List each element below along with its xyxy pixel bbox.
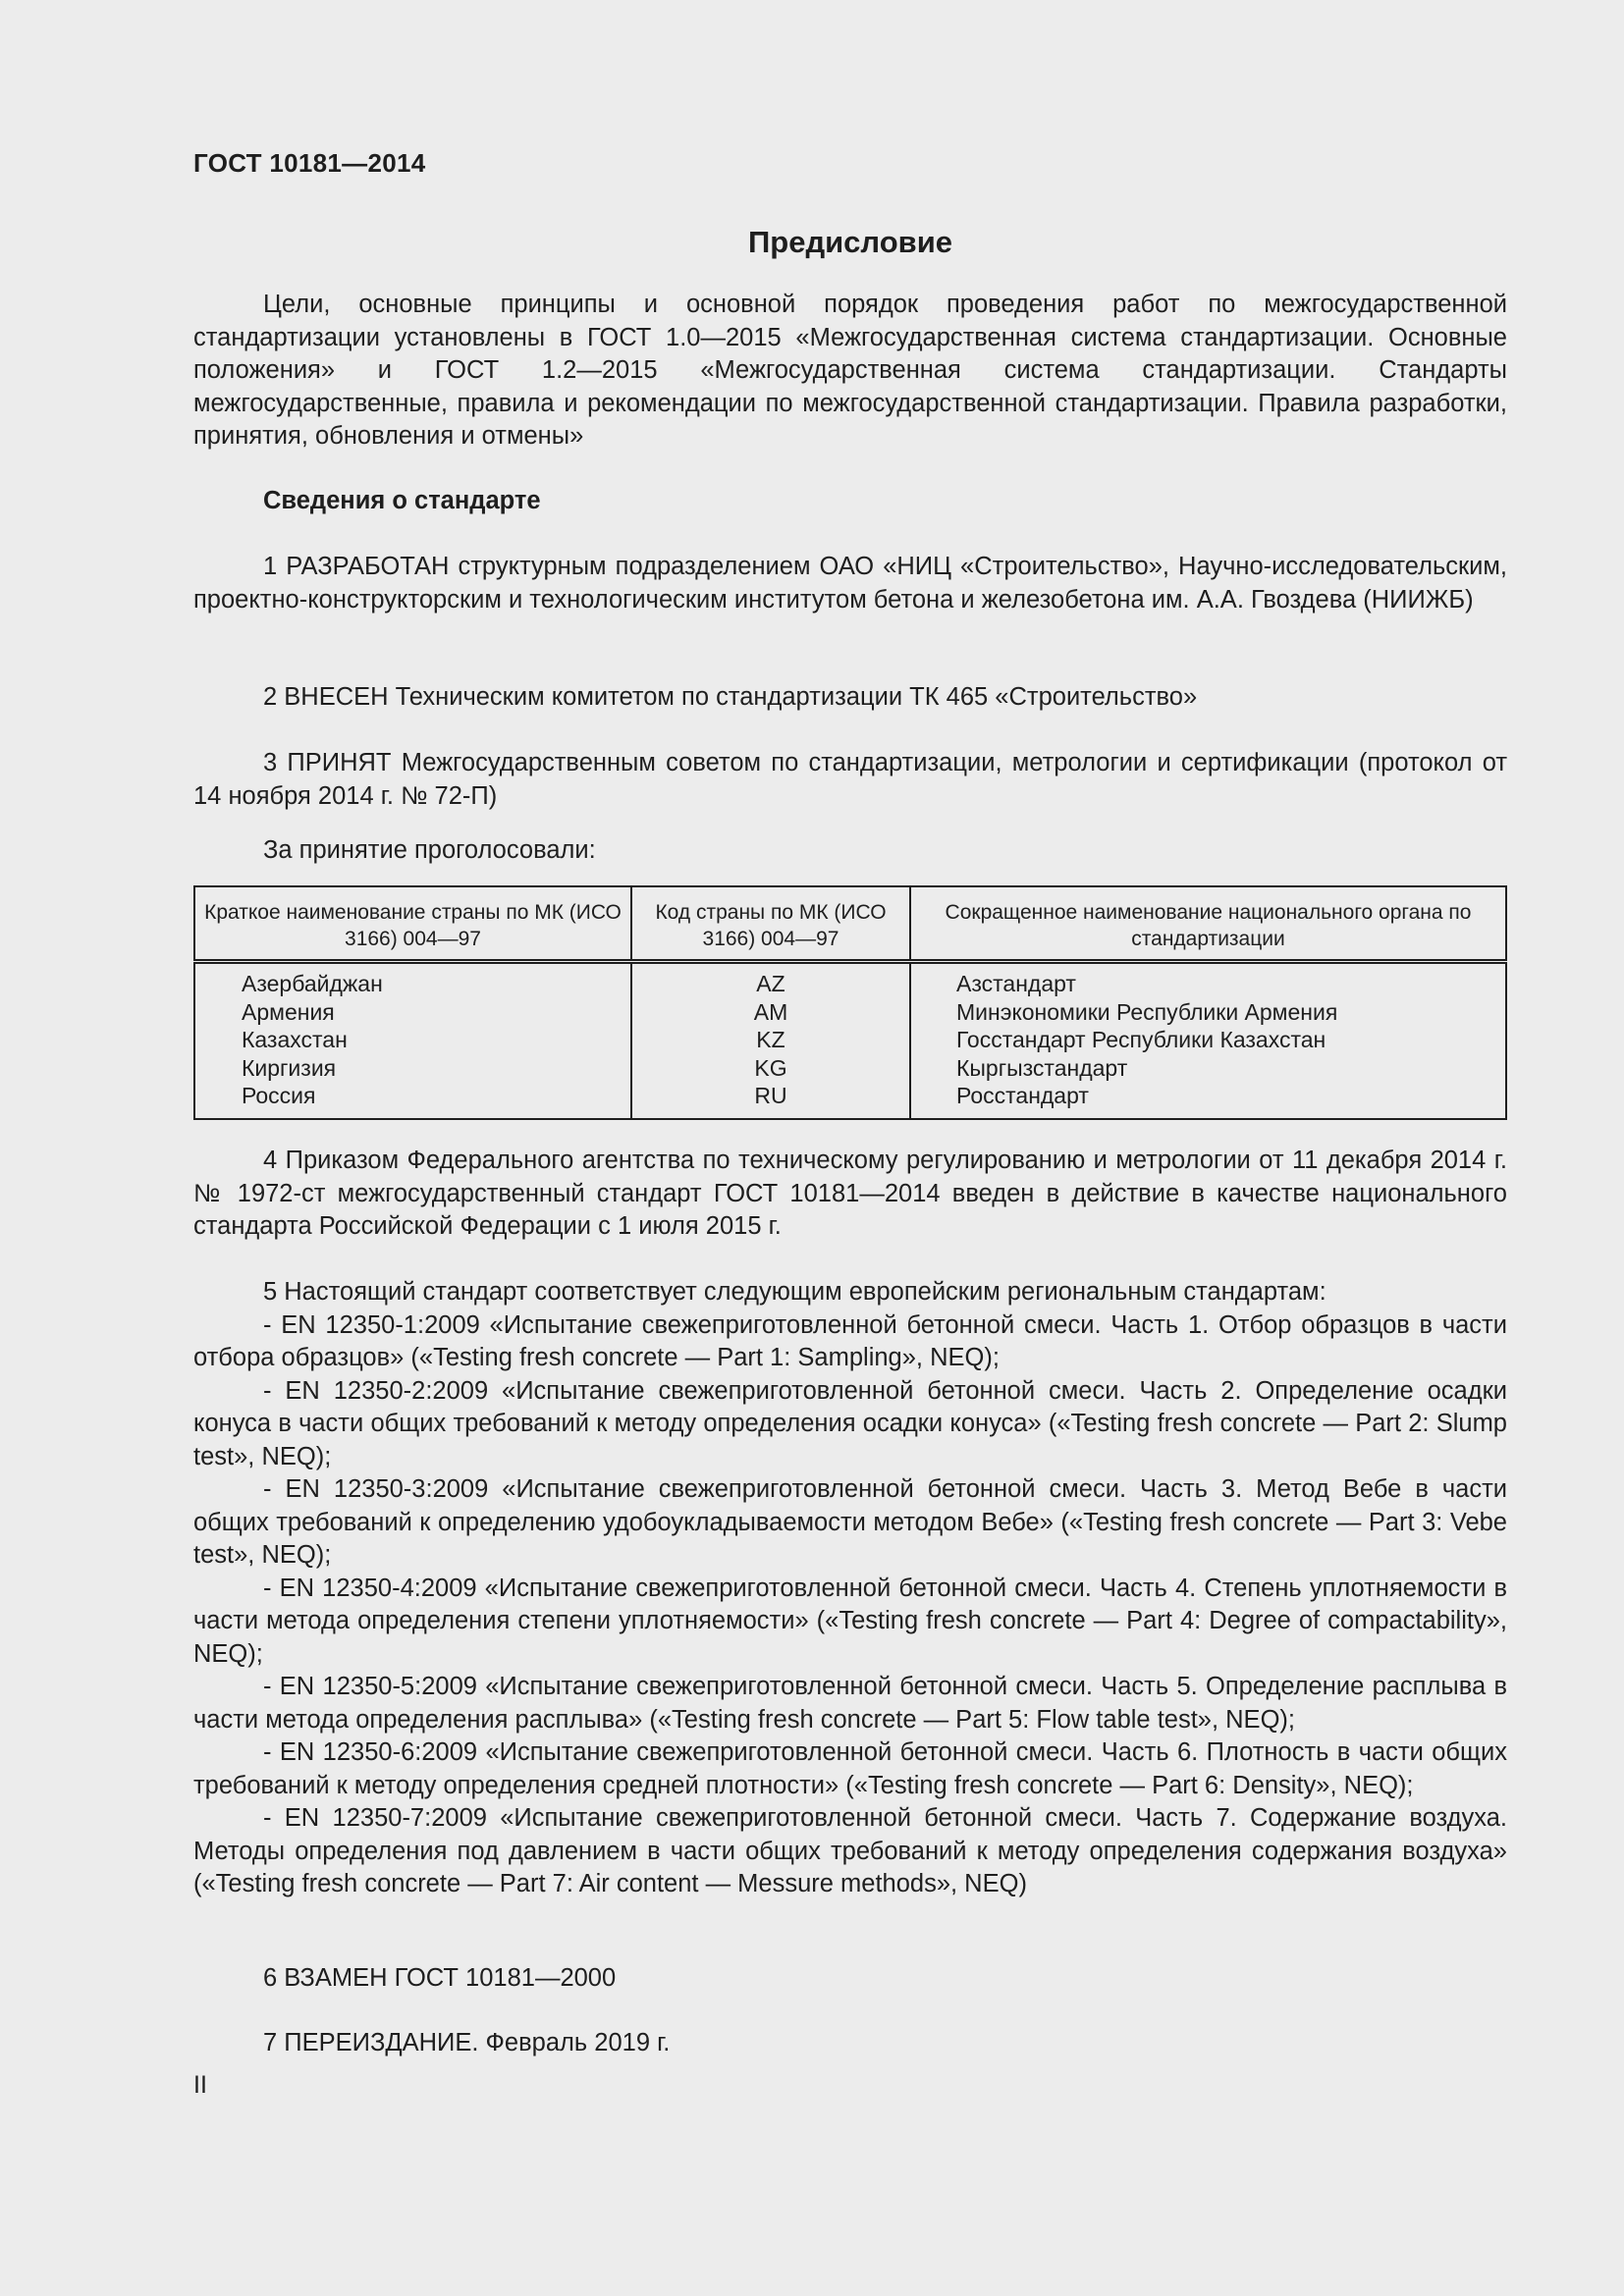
standard-bodies-cell [910, 962, 1506, 1119]
en-standard-item: - EN 12350-2:2009 «Испытание свежеприготовленной бетонной смеси. Часть 2. Определение осадки конуса в части общих требований к методу определения осадки конуса» («Testing fresh concrete — Part 2: Slump test», NEQ); [193, 1376, 1507, 1470]
table-row [194, 962, 1506, 1119]
country-code: AZ [756, 971, 785, 996]
item-3: 3 ПРИНЯТ Межгосударственным советом по стандартизации, метрологии и сертификации (протокол от 14 ноября 2014 г. № 72-П) [193, 749, 1507, 810]
country-name: Азербайджан [242, 971, 383, 996]
country-name: Армения [242, 998, 335, 1025]
en-standard-item: - EN 12350-3:2009 «Испытание свежеприготовленной бетонной смеси. Часть 3. Метод Вебе в части общих требований к определению удобоукладываемости методом Вебе» («Testing fresh concrete — Part 3: Vebe test», NEQ); [193, 1475, 1507, 1569]
item-4: 4 Приказом Федерального агентства по техническому регулированию и метрологии от 11 декабря 2014 г. № 1972-ст межгосударственный стандарт ГОСТ 10181—2014 введен в действие в качестве национального стандарта Российской Федерации с 1 июля 2015 г. [193, 1147, 1507, 1240]
country-codes-cell [631, 962, 910, 1119]
standard-body: Госстандарт Республики Казахстан [956, 1027, 1326, 1052]
country-names-cell [194, 962, 631, 1119]
intro-paragraph: Цели, основные принципы и основной порядок проведения работ по межгосударственной стандартизации установлены в ГОСТ 1.0—2015 «Межгосударственная система стандартизации. Основные положения» и ГОСТ 1.2—2015 «Межгосударственная система стандартизации. Стандарты межгосударственные, правила и рекомендации по межгосударственной стандартизации. Правила разработки, принятия, обновления и отмены» [193, 291, 1507, 450]
en-standard-item: - EN 12350-1:2009 «Испытание свежеприготовленной бетонной смеси. Часть 1. Отбор образцов в части отбора образцов» («Testing fresh concrete — Part 1: Sampling», NEQ); [193, 1310, 1507, 1371]
country-name: Россия [242, 1083, 316, 1108]
standard-body: Азстандарт [956, 971, 1076, 996]
header-country-name: Краткое наименование страны по МК (ИСО 3166) 004—97 [194, 886, 631, 962]
page-number: II [193, 2071, 207, 2099]
country-name: Казахстан [242, 1027, 348, 1052]
en-standard-item: - EN 12350-6:2009 «Испытание свежеприготовленной бетонной смеси. Часть 6. Плотность в части общих требований к методу определения средней плотности» («Testing fresh concrete — Part 6: Density», NEQ); [193, 1738, 1507, 1799]
country-name: Киргизия [242, 1054, 337, 1081]
en-standard-item: - EN 12350-4:2009 «Испытание свежеприготовленной бетонной смеси. Часть 4. Степень уплотняемости в части метода определения степени уплотняемости» («Testing fresh concrete — Part 4: Degree of compactability», NEQ); [193, 1574, 1507, 1668]
country-code: AM [753, 998, 788, 1025]
en-standard-item: - EN 12350-7:2009 «Испытание свежеприготовленной бетонной смеси. Часть 7. Содержание воздуха. Методы определения под давлением в части общих требований к методу определения содержания воздуха» («Testing fresh concrete — Part 7: Air content — Messure methods», NEQ) [193, 1804, 1507, 1897]
vote-label: За принятие проголосовали: [263, 836, 596, 864]
item-7: 7 ПЕРЕИЗДАНИЕ. Февраль 2019 г. [263, 2029, 671, 2056]
table-header-row [194, 886, 1506, 962]
info-heading: Сведения о стандарте [263, 487, 541, 514]
country-code: KG [754, 1054, 787, 1081]
item-5: 5 Настоящий стандарт соответствует следующим европейским региональным стандартам: - EN 12350-1:2009 «Испытание свежеприготовленной бетонной смеси. Часть 1. Отбор образцов в части отбора образцов» («Testing fresh concrete — Part 1: Sampling», NEQ); - EN 12350-2:2009 «Испытание свежеприготовленной бетонной смеси. Часть 2. Определение осадки конуса в части общих требований к методу определения осадки конуса» («Testing fresh concrete — Part 2: Slump test», NEQ); - EN 12350-3:2009 «Испытание свежеприготовленной бетонной смеси. Часть 3. Метод Вебе в части общих требований к определению удобоукладываемости методом Вебе» («Testing fresh concrete — Part 3: Vebe test», NEQ); - EN 12350-4:2009 «Испытание свежеприготовленной бетонной смеси. Часть 4. Степень уплотняемости в части метода определения степени уплотняемости» («Testing fresh concrete — Part 4: Degree of compactability», NEQ); - EN 12350-5:2009 «Испытание свежеприготовленной бетонной смеси. Часть 5. Определение расплыва в части метода определения расплыва» («Testing fresh concrete — Part 5: Flow table test», NEQ); - EN 12350-6:2009 «Испытание свежеприготовленной бетонной смеси. Часть 6. Плотность в части общих требований к методу определения средней плотности» («Testing fresh concrete — Part 6: Density», NEQ); - EN 12350-7:2009 «Испытание свежеприготовленной бетонной смеси. Часть 7. Содержание воздуха. Методы определения под давлением в части общих требований к методу определения содержания воздуха» («Testing fresh concrete — Part 7: Air content — Messure methods», NEQ) [193, 1276, 1507, 1901]
en-standard-item: - EN 12350-5:2009 «Испытание свежеприготовленной бетонной смеси. Часть 5. Определение расплыва в части метода определения расплыва» («Testing fresh concrete — Part 5: Flow table test», NEQ); [193, 1673, 1507, 1734]
standard-body: Росстандарт [956, 1083, 1089, 1108]
standard-body: Кыргызстандарт [956, 1054, 1128, 1081]
page-title: Предисловие [747, 225, 952, 259]
item-2: 2 ВНЕСЕН Техническим комитетом по стандартизации ТК 465 «Строительство» [263, 683, 1198, 711]
country-code: RU [754, 1083, 787, 1108]
header-standard-body: Сокращенное наименование национального органа по стандартизации [910, 886, 1506, 962]
document-header: ГОСТ 10181—2014 [193, 148, 426, 178]
item-1: 1 РАЗРАБОТАН структурным подразделением ОАО «НИЦ «Строительство», Научно-исследовательским, проектно-конструкторским и технологическим институтом бетона и железобетона им. А.А. Гвоздева (НИИЖБ) [193, 553, 1507, 614]
country-code: KZ [756, 1027, 785, 1052]
voting-table [193, 885, 1507, 1120]
header-country-code: Код страны по МК (ИСО 3166) 004—97 [631, 886, 910, 962]
standard-body: Минэкономики Республики Армения [956, 998, 1338, 1025]
item-6: 6 ВЗАМЕН ГОСТ 10181—2000 [263, 1964, 617, 1992]
